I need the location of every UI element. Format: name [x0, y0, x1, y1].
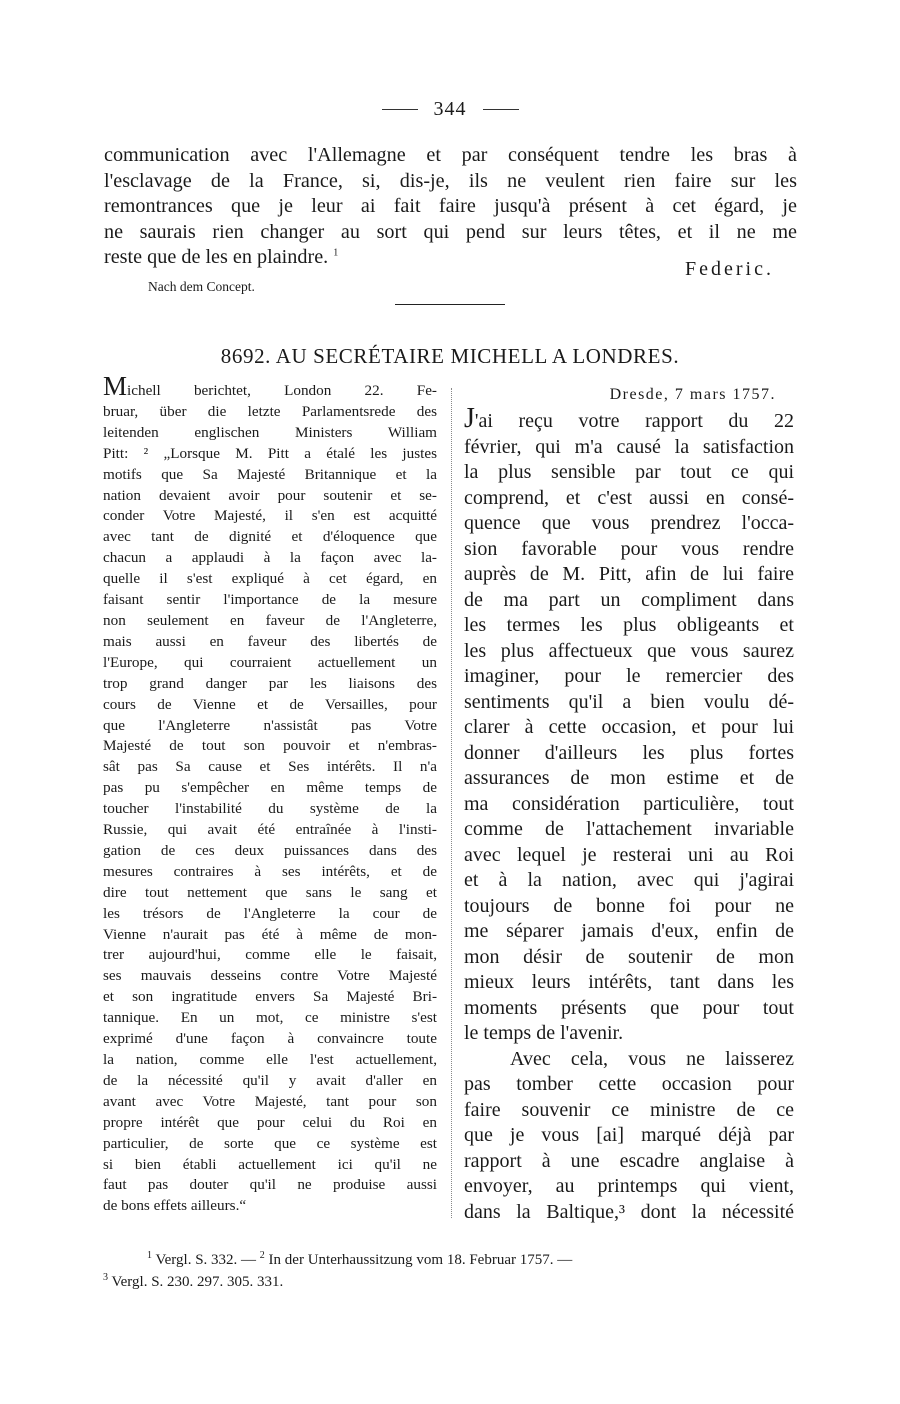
- source-note: Nach dem Concept.: [148, 279, 255, 294]
- footnote-line: [103, 1249, 795, 1271]
- letter-dateline: Dresde, 7 mars 1757.: [609, 386, 776, 403]
- letter-line: et à la nation, avec qui j'agirai: [464, 869, 794, 891]
- letter-line: la plus sensible par tout ce qui: [464, 461, 794, 483]
- summary-line: avant avec Votre Majesté, tant pour son: [103, 1092, 437, 1110]
- summary-line: la nation, comme elle l'est actuellement,: [103, 1051, 437, 1068]
- summary-line: cours de Vienne et de Versailles, pour: [103, 695, 437, 713]
- letter-line: sion favorable pour vous rendre: [464, 537, 794, 560]
- summary-line: ses mauvais desseins contre Votre Majesté: [103, 967, 437, 985]
- letter-line: donner d'ailleurs les plus fortes: [464, 741, 794, 764]
- letter-line: mon désir de soutenir de mon: [464, 945, 794, 968]
- summary-line: propre intérêt que pour celui du Roi en: [103, 1113, 437, 1131]
- letter-line: dans la Baltique,³ dont la nécessité: [464, 1200, 794, 1223]
- summary-line: tannique. En un mot, ce ministre s'est: [103, 1009, 437, 1027]
- summary-line: si bien établi actuellement ici qu'il ne: [103, 1155, 437, 1173]
- summary-line: quelle il s'est expliqué à cet égard, en: [103, 570, 437, 588]
- summary-line: toucher l'instabilité du système de la: [103, 800, 437, 818]
- intro-line: ne saurais rien changer au sort qui pend sur leurs têtes, et il ne me: [104, 220, 797, 243]
- letter-line: toujours de bonne foi pour ne: [464, 894, 794, 917]
- letter-line-text: 'ai reçu votre rapport du 22: [474, 410, 794, 432]
- intro-line: l'esclavage de la France, si, dis-je, ils ne veulent rien faire sur les: [104, 169, 797, 192]
- summary-column: [103, 371, 437, 1217]
- summary-line: mais aussi en faveur des libertés de: [103, 632, 437, 650]
- footnote-text: Vergl. S. 332. —: [155, 1252, 257, 1268]
- summary-line: chacun a applaudi à la façon avec la-: [103, 549, 437, 567]
- footnote-number: 2: [259, 1250, 265, 1261]
- footnote-line: [103, 1271, 795, 1293]
- footnote-text: In der Unterhaussitzung vom 18. Februar 1757. —: [268, 1252, 573, 1268]
- letter-line: que je vous [ai] marqué déjà par: [464, 1124, 794, 1146]
- summary-last-line: de bons effets ailleurs.“: [103, 1197, 247, 1215]
- summary-line: dire tout nettement que sans le sang et: [103, 883, 437, 901]
- section-divider: [395, 304, 505, 305]
- summary-line: mesures contraires à ses intérêts, et de: [103, 862, 437, 880]
- header-rule-right: [483, 109, 519, 110]
- page-header: [0, 98, 900, 121]
- letter-line: assurances de mon estime et de: [464, 767, 794, 789]
- letter-line: quence que vous prendrez l'occa-: [464, 512, 794, 534]
- summary-line: Vienne n'aurait pas été à même de mon-: [103, 925, 437, 943]
- footnote-number: 1: [147, 1250, 152, 1261]
- summary-line: [103, 371, 437, 402]
- summary-line: les trésors de l'Angleterre la cour de: [103, 904, 437, 922]
- summary-line: sât pas Sa cause et Ses intérêts. Il n'a: [103, 758, 437, 776]
- summary-line: Majesté de tout son pouvoir et n'embras-: [103, 737, 437, 755]
- letter-line: les termes les plus obligeants et: [464, 614, 794, 636]
- summary-line: Pitt: ² „Lorsque M. Pitt a étalé les justes: [103, 444, 437, 462]
- summary-line-text: ichell berichtet, London 22. Fe-: [127, 382, 437, 399]
- page-number: 344: [433, 98, 467, 120]
- summary-initial: M: [103, 371, 128, 401]
- letter-initial: J: [464, 403, 475, 434]
- summary-line: et son ingratitude envers Sa Majesté Bri-: [103, 988, 437, 1006]
- header-rule-left: [382, 109, 418, 110]
- letter-line: auprès de M. Pitt, afin de lui faire: [464, 563, 794, 585]
- letter-line: faire souvenir ce ministre de ce: [464, 1098, 794, 1121]
- intro-line: remontrances que je leur ai fait faire jusqu'à présent à cet égard, je: [104, 195, 797, 218]
- summary-line: de la nécessité qu'il y avait d'aller en: [103, 1071, 437, 1089]
- document-title: 8692. AU SECRÉTAIRE MICHELL A LONDRES.: [220, 344, 680, 368]
- letter-line: pas tomber cette occasion pour: [464, 1073, 794, 1095]
- summary-line: faisant sentir l'importance de la mesure: [103, 591, 437, 609]
- letter-line: mieux leurs intérêts, tant dans les: [464, 971, 794, 993]
- summary-line: exprimé d'une façon à convaincre toute: [103, 1030, 437, 1048]
- letter-line: février, qui m'a causé la satisfaction: [464, 435, 794, 458]
- letter-line: comprend, et c'est aussi en consé-: [464, 486, 794, 509]
- summary-line: nation devaient avoir pour soutenir et se-: [103, 486, 437, 504]
- letter-line: imaginer, pour le remercier des: [464, 665, 794, 687]
- summary-line: leitenden englischen Ministers William: [103, 423, 437, 441]
- letter-line: envoyer, au printemps qui vient,: [464, 1175, 794, 1197]
- letter-line: rapport à une escadre anglaise à: [464, 1149, 794, 1172]
- letter-line: comme de l'attachement invariable: [464, 818, 794, 840]
- summary-line: trer aujourd'hui, comme elle le faisait,: [103, 946, 437, 964]
- summary-line: avec tant de dignité et d'éloquence que: [103, 528, 437, 546]
- summary-line: motifs que Sa Majesté Britannique et la: [103, 465, 437, 483]
- letter-column: [464, 384, 794, 1225]
- summary-line: que l'Angleterre n'assistât pas Votre: [103, 716, 437, 734]
- summary-line: conder Votre Majesté, il s'en est acquitté: [103, 507, 437, 525]
- footnote-text: Vergl. S. 230. 297. 305. 331.: [111, 1274, 284, 1290]
- summary-line: pas pu s'empêcher en même temps de: [103, 779, 437, 797]
- footnote-ref: 1: [333, 247, 339, 259]
- intro-last-text: reste que de les en plaindre.: [104, 246, 329, 269]
- letter-paragraph-end: le temps de l'avenir.: [464, 1022, 624, 1044]
- letter-line: clarer à cette occasion, et pour lui: [464, 716, 794, 738]
- letter-line: ma considération particulière, tout: [464, 792, 794, 815]
- summary-line: l'Europe, qui courraient actuellement un: [103, 653, 437, 671]
- footnote-number: 3: [103, 1272, 108, 1283]
- summary-line: Russie, qui avait été entraînée à l'insti-: [103, 821, 437, 839]
- letter-line: [464, 403, 794, 435]
- letter-line: sentiments qu'il a bien voulu dé-: [464, 690, 794, 713]
- intro-paragraph: [104, 143, 797, 271]
- letter-line: avec lequel je resterai uni au Roi: [464, 843, 794, 866]
- letter-line: les plus affectueux que vous saurez: [464, 639, 794, 662]
- footnotes: [103, 1249, 795, 1293]
- summary-line: faut pas douter qu'il ne produise aussi: [103, 1176, 437, 1194]
- letter-line: moments présents que pour tout: [464, 996, 794, 1019]
- column-separator: [451, 388, 452, 1218]
- summary-line: trop grand danger par les liaisons des: [103, 674, 437, 692]
- intro-line: communication avec l'Allemagne et par conséquent tendre les bras à: [104, 144, 797, 166]
- summary-line: gation de ces deux puissances dans des: [103, 841, 437, 859]
- signature: Federic.: [685, 258, 774, 280]
- summary-line: particulier, de sorte que ce système est: [103, 1134, 437, 1152]
- summary-line: non seulement en faveur de l'Angleterre,: [103, 611, 437, 629]
- letter-line: de ma part un compliment dans: [464, 588, 794, 611]
- letter-line: me séparer jamais d'eux, enfin de: [464, 920, 794, 942]
- letter-line: Avec cela, vous ne laisserez: [510, 1047, 794, 1070]
- summary-line: bruar, über die letzte Parlamentsrede des: [103, 402, 437, 420]
